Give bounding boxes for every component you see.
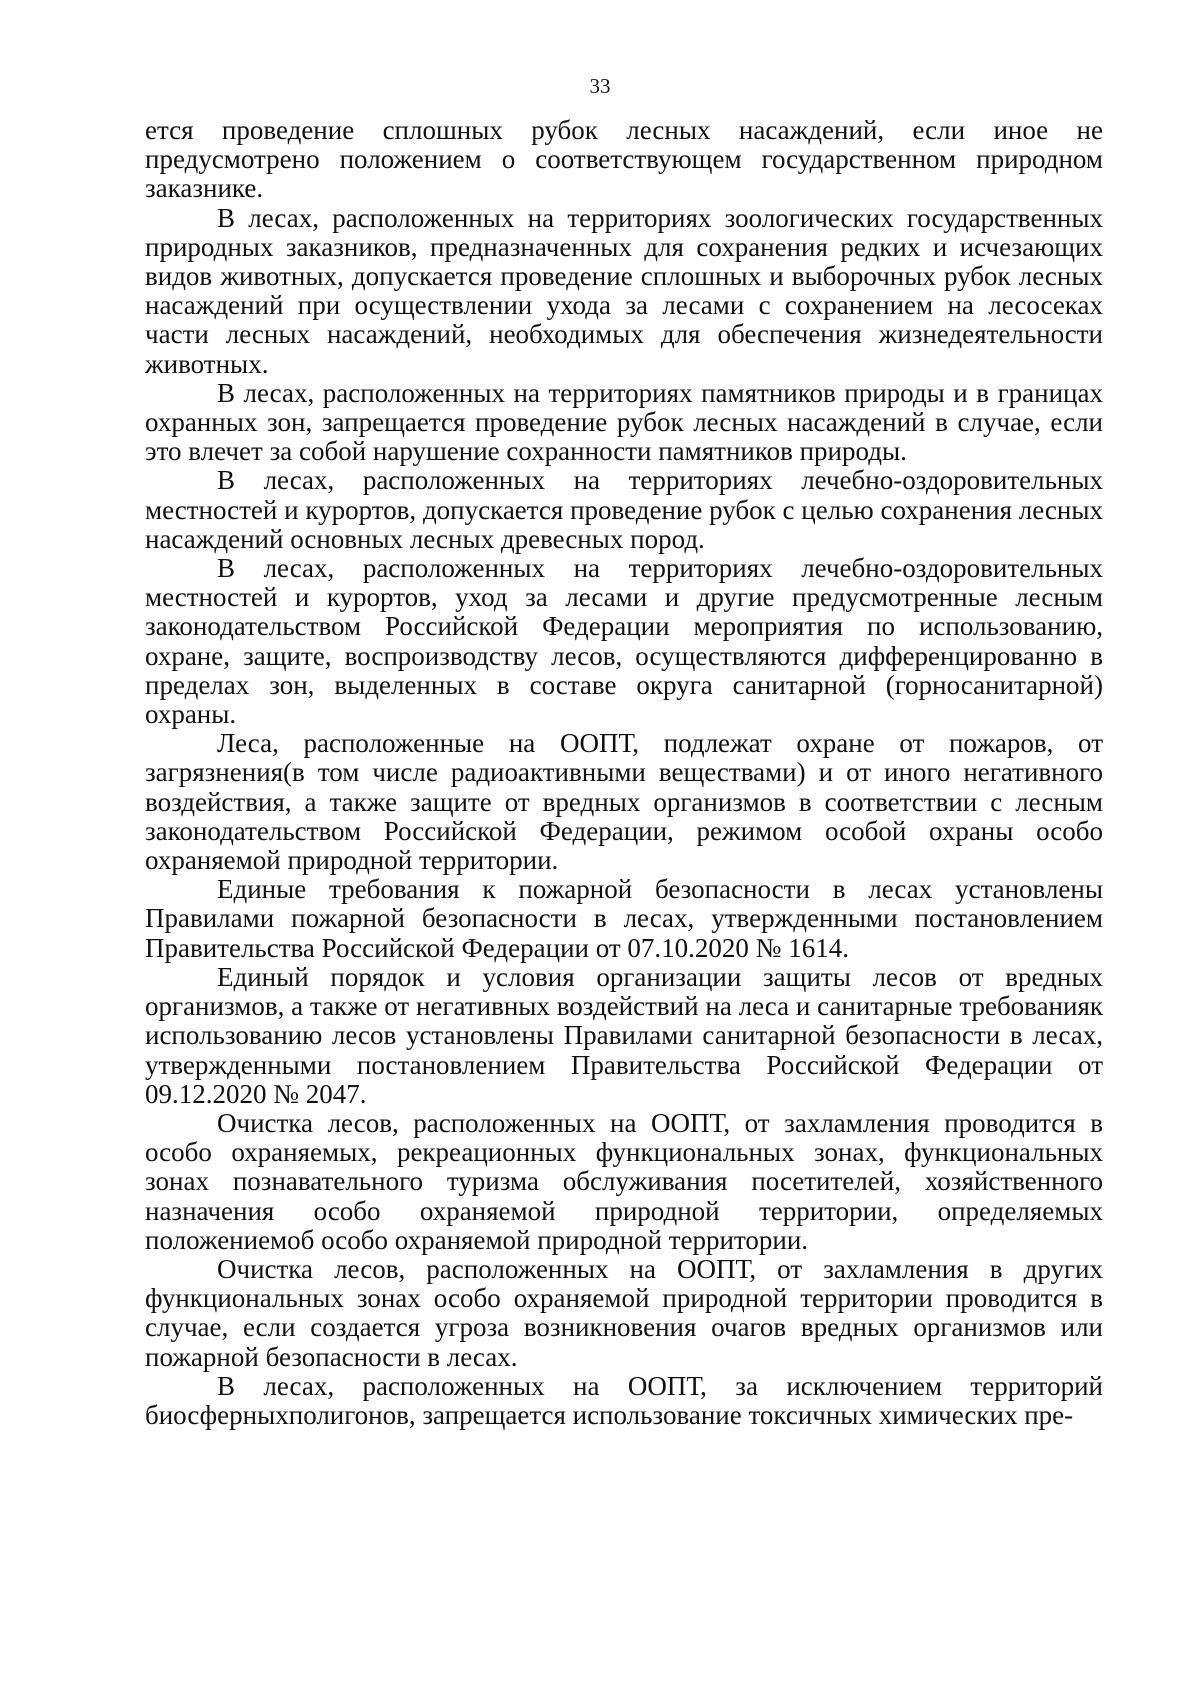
paragraph: Леса, расположенные на ООПТ, подлежат охране от пожаров, от загрязнения(в том числе радиоактивными веществами) и от иного негативного воздействия, а также защите от вредных организмов в соответствии с лесным законодательством Российской Федерации, режимом особой охраны особо охраняемой природной территории. (145, 728, 1103, 876)
paragraph: В лесах, расположенных на территориях лечебно-оздоровительных местностей и курортов, уход за лесами и другие предусмотренные лесным законодательством Российской Федерации мероприятия по использованию, охране, защите, воспроизводству лесов, осуществляются дифференцированно в пределах зон, выделенных в составе округа санитарной (горносанитарной) охраны. (145, 553, 1103, 730)
paragraph: В лесах, расположенных на территориях лечебно-оздоровительных местностей и курортов, допускается проведение рубок с целью сохранения лесных насаждений основных лесных древесных пород. (145, 465, 1103, 554)
paragraph: В лесах, расположенных на территориях памятников природы и в границах охранных зон, запрещается проведение рубок лесных насаждений в случае, если это влечет за собой нарушение сохранности памятников природы. (145, 377, 1103, 467)
page-number: 33 (589, 74, 611, 98)
paragraph-continuation: ется проведение сплошных рубок лесных насаждений, если иное не предусмотрено положением о соответствующем государственном природном заказнике. (145, 115, 1103, 204)
paragraph: В лесах, расположенных на территориях зоологических государственных природных заказников, предназначенных для сохранения редких и исчезающих видов животных, допускается проведение сплошных и выборочных рубок лесных насаждений при осуществлении ухода за лесами с сохранением на лесосеках части лесных насаждений, необходимых для обеспечения жизнедеятельности животных. (145, 202, 1103, 379)
paragraph: В лесах, расположенных на ООПТ, за исключением территорий биосферныхполигонов, запрещается использование токсичных химических пре- (145, 1370, 1103, 1430)
paragraph: Очистка лесов, расположенных на ООПТ, от захламления проводится в особо охраняемых, рекреационных функциональных зонах, функциональных зонах познавательного туризма обслуживания посетителей, хозяйственного назначения особо охраняемой природной территории, определяемых положениемоб особо охраняемой природной территории. (145, 1107, 1103, 1255)
paragraph: Единые требования к пожарной безопасности в лесах установлены Правилами пожарной безопасности в лесах, утвержденными постановлением Правительства Российской Федерации от 07.10.2020 № 1614. (145, 874, 1103, 963)
document-body (145, 116, 1103, 1430)
paragraph: Единый порядок и условия организации защиты лесов от вредных организмов, а также от негативных воздействий на леса и санитарные требованияк использованию лесов установлены Правилами санитарной безопасности в лесах, утвержденными постановлением Правительства Российской Федерации от 09.12.2020 № 2047. (145, 961, 1103, 1109)
paragraph: Очистка лесов, расположенных на ООПТ, от захламления в других функциональных зонах особо охраняемой природной территории проводится в случае, если создается угроза возникновения очагов вредных организмов или пожарной безопасности в лесах. (145, 1253, 1103, 1372)
